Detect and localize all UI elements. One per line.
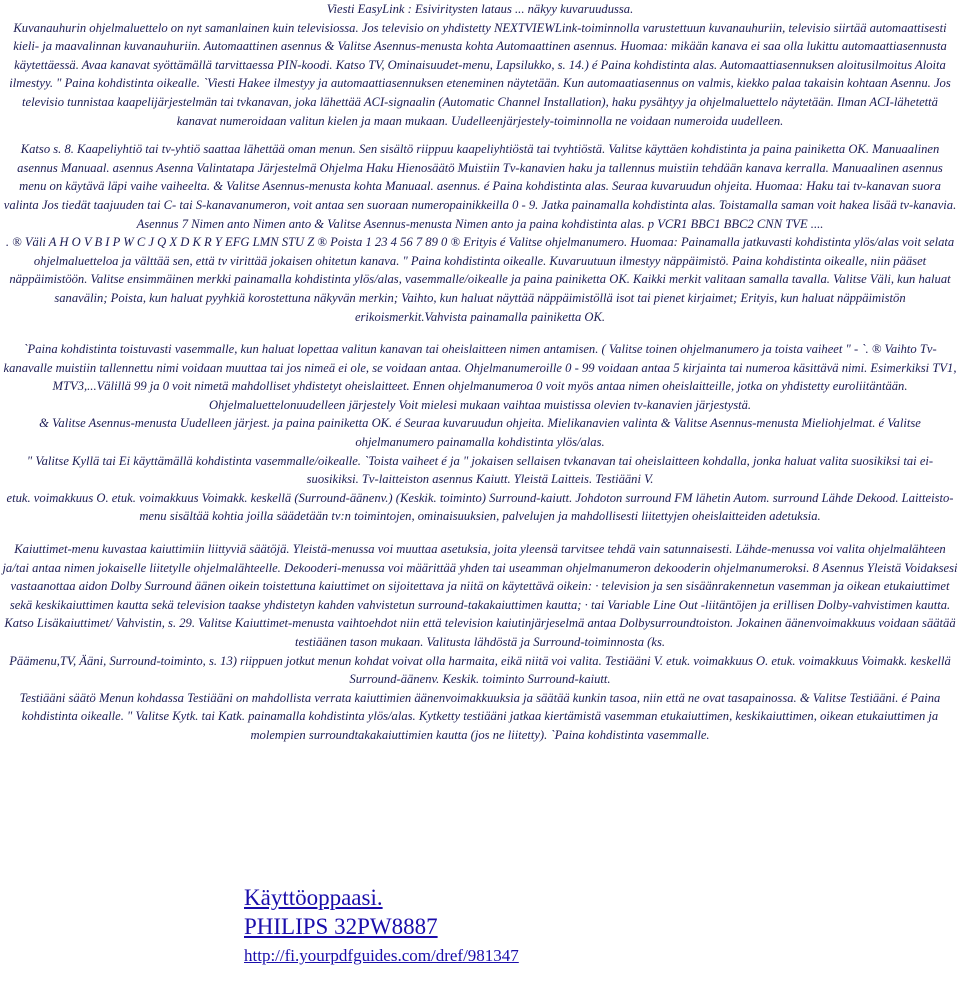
spacer: [0, 130, 960, 140]
paragraph-favourites: " Valitse Kyllä tai Ei käyttämällä kohdistinta vasemmalle/oikealle. `Toista vaiheet é ja " jokaisen sellaisen tvkanavan tai oheislaitteen kohdalla, jonka haluat valita suosikiksi tai ei-suosikiksi. Tv-laitteiston asennus Kaiutt. Yleistä Laitteis. Testiääni V.: [26, 453, 934, 487]
paragraph-main-menu: Päämenu,TV, Ääni, Surround-toiminto, s. 13) riippuen jotkut menun kohdat voivat olla harmaita, eikä niitä voi valita. Testiääni V. etuk. voimakkuus O. etuk. voimakkuus Voimakk. keskellä Surround-äänenv. Keskik. toiminto Surround-kaiutt.: [9, 653, 951, 687]
spacer: [0, 526, 960, 540]
paragraph-reorder: & Valitse Asennus-menusta Uudelleen järjest. ja paina painiketta OK. é Seuraa kuvaruudun ohjeita. Mielikanavien valinta & Valitse Asennus-menusta Mieliohjelmat. é Valitse ohjelmanumero painamalla kohdistinta ylös/alas.: [39, 416, 921, 450]
paragraph-manual-installation: Katso s. 8. Kaapeliyhtiö tai tv-yhtiö saattaa lähettää oman menun. Sen sisältö riippuu kaapeliyhtiöstä tai tvyhtiöstä. Valitse käyttäen kohdistinta ja paina painiketta OK. Manuaalinen asennus Manuaal. asennus Asenna Valintatapa Järjestelmä Ohjelma Haku Hienosäätö Muistiin Tv-kanavien haku ja tallennus muistiin tehdään kanava kerralla. Manuaalinen asennus menu on käytävä läpi vaihe vaiheelta. & Valitse Asennus-menusta kohta Manuaal. asennus. é Paina kohdistinta alas. Seuraa kuvaruudun ohjeita. Huomaa: Haku tai tv-kanavan suora valinta Jos tiedät taajuuden tai C- tai S-kanavanumeron, voit antaa sen suoraan numeropainikkeilla 0 - 9. Jatka painamalla kohdistinta alas. Toistamalla saman voit hakea lisää tv-kanavia.: [3, 142, 957, 212]
paragraph-hardware-menu: etuk. voimakkuus O. etuk. voimakkuus Voimakk. keskellä (Surround-äänenv.) (Keskik. toiminto) Surround-kaiutt. Johdoton surround FM lähetin Autom. surround Lähde Dekood. Laitteisto-menu sisältää kohtia joilla säädetään tv:n toimintojen, ominaisuuksien, palvelujen ja mahdollisesti liitettyjen oheislaitteiden adetuksia.: [6, 490, 954, 524]
paragraph-name-assign: Asennus 7 Nimen anto Nimen anto & Valitse Asennus-menusta Nimen anto ja paina kohdistinta alas. p VCR1 BBC1 BBC2 CNN TVE ....: [136, 216, 824, 231]
paragraph-test-tone: Testiääni säätö Menun kohdassa Testiääni on mahdollista verrata kaiuttimien äänenvoimakkuuksia ja säätää kunkin tasoa, niin että ne ovat tasapainossa. & Valitse Testiääni. é Paina kohdistinta oikealle. " Valitse Kytk. tai Katk. painamalla kohdistinta ylös/alas. Kytketty testiääni jatkaa kiertämistä vasemman etukaiuttimen, keskikaiuttimen, oikean etukaiuttimen ja molempien surroundtakakaiuttimien kautta (jos ne liitetty). `Paina kohdistinta vasemmalle.: [19, 690, 941, 742]
paragraph-keyboard: . ® Väli A H O V B I P W C J Q X D K R Y EFG LMN STU Z ® Poista 1 23 4 56 7 89 0 ® Erityis é Valitse ohjelmanumero. Huomaa: Painamalla jatkuvasti kohdistinta ylös/alas voit selata ohjelmaluetteloa ja välttää sen, että tv virittää jokaisen ohitetun kanava. " Paina kohdistinta oikealle. Kuvaruutuun ilmestyy näppäimistö. Paina kohdistinta oikealle, niin pääset näppäimistöön. Valitse ensimmäinen merkki painamalla kohdistinta ylös/alas, vasemmalle/oikealle ja paina painiketta OK. Kaikki merkit valitaan samalla tavalla. Valitse Väli, kun haluat sanavälin; Poista, kun haluat pyyhkiä korostettuna näkyvän merkin; Vaihto, kun haluat näyttää näppäimistöllä isot tai pienet kirjaimet; Erityis, kun haluat näppäimistön erikoismerkit.Vahvista painamalla painiketta OK.: [5, 235, 955, 324]
paragraph-name-finish: `Paina kohdistinta toistuvasti vasemmalle, kun haluat lopettaa valitun kanavan tai oheislaitteen nimen antamisen. ( Valitse toinen ohjelmanumero ja toista vaiheet " - `. ® Vaihto Tv-kanavalle muistiin tallennettu nimi voidaan muuttaa tai jos nimeä ei ole, se voidaan antaa. Ohjelmanumeroille 0 - 99 voidaan antaa 5 kirjainta tai numeroa käsittävä nimi. Esimerkiksi TV1, MTV3,...Välillä 99 ja 0 voit nimetä mahdolliset yhdistetyt oheislaitteet. Ennen ohjelmanumeroa 0 voit myös antaa nimen oheislaitteille, jotka on yhdistetty euroliitäntään. Ohjelmaluettelonuudelleen järjestely Voit mielesi mukaan vaihtaa muistissa olevien tv-kanavien järjestystä.: [3, 342, 957, 412]
footer-links: [244, 883, 744, 969]
paragraph-easylink-message: Viesti EasyLink : Esiviritysten lataus ... näkyy kuvaruudussa.: [326, 2, 634, 16]
guide-link[interactable]: Käyttöoppaasi.: [244, 885, 383, 910]
model-link[interactable]: PHILIPS 32PW8887: [244, 914, 438, 939]
paragraph-speakers-menu: Kaiuttimet-menu kuvastaa kaiuttimiin liittyviä säätöjä. Yleistä-menussa voi muuttaa asetuksia, joita yleensä tarvitsee tehdä vain satunnaisesti. Lähde-menussa voi valita ohjelmalähteen ja/tai antaa nimen jokaiselle liitetylle ohjelmalähteelle. Dekooderi-menussa voi määrittää yhden tai useamman ohjelmanumeron dekooderin ohjelmanumeroksi. 8 Asennus Yleistä Voidaksesi vastaanottaa aidon Dolby Surround äänen oikein toistettuna kaiuttimet on sijoitettava ja niitä on käytettävä oikein: · television ja sen sisäänrakennetun vasemman ja oikean etukaiuttimet sekä keskikaiuttimen kautta sekä television taakse yhdistetyn kahden vahvistetun surround-takakaiuttimen kautta; · tai Variable Line Out -liitäntöjen ja erillisen Dolby-vahvistimen kautta. Katso Lisäkaiuttimet/ Vahvistin, s. 29. Valitse Kaiuttimet-menusta vaihtoehdot niin että television kaiutinjärjeselmä antaa Dolbysurroundtoiston. Jokainen äänenvoimakkuus voidaan säätää testiäänen tason mukaan. Valitusta lähdöstä ja Surround-toiminnosta (ks.: [2, 542, 958, 649]
paragraph-automatic-installation: Kuvanauhurin ohjelmaluettelo on nyt samanlainen kuin televisiossa. Jos televisio on yhdistetty NEXTVIEWLink-toiminnolla varustettuun kuvanauhuriin, televisio siirtää automaattisesti kieli- ja maavalinnan kuvanauhuriin. Automaattinen asennus & Valitse Asennus-menusta kohta Automaattinen asennus. Huomaa: mikään kanava ei saa olla lukittu automaattiasennusta käytettäessä. Avaa kanavat syöttämällä tarvittaessa PIN-koodi. Katso TV, Ominaisuudet-menu, Lapsilukko, s. 14.) é Paina kohdistinta alas. Automaattiasennuksen aloitusilmoitus Aloita ilmestyy. " Paina kohdistinta oikealle. `Viesti Hakee ilmestyy ja automaattiasennuksen eteneminen näytetään. Kun automaatiasennus on valmis, kiekko palaa takaisin kohtaan Asennu. Jos televisio tunnistaa kaapelijärjestelmän tai tvkanavan, joka lähettää ACI-signaalin (Automatic Channel Installation), haku pysähtyy ja ohjelmaluettelo näytetään. Ilman ACI-lähetettä kanavat numeroidaan valitun kielen ja maan mukaan. Uudelleenjärjestely-toiminnolla ne voidaan numeroida uudelleen.: [9, 20, 951, 128]
url-link[interactable]: http://fi.yourpdfguides.com/dref/981347: [244, 946, 519, 965]
spacer: [0, 326, 960, 340]
